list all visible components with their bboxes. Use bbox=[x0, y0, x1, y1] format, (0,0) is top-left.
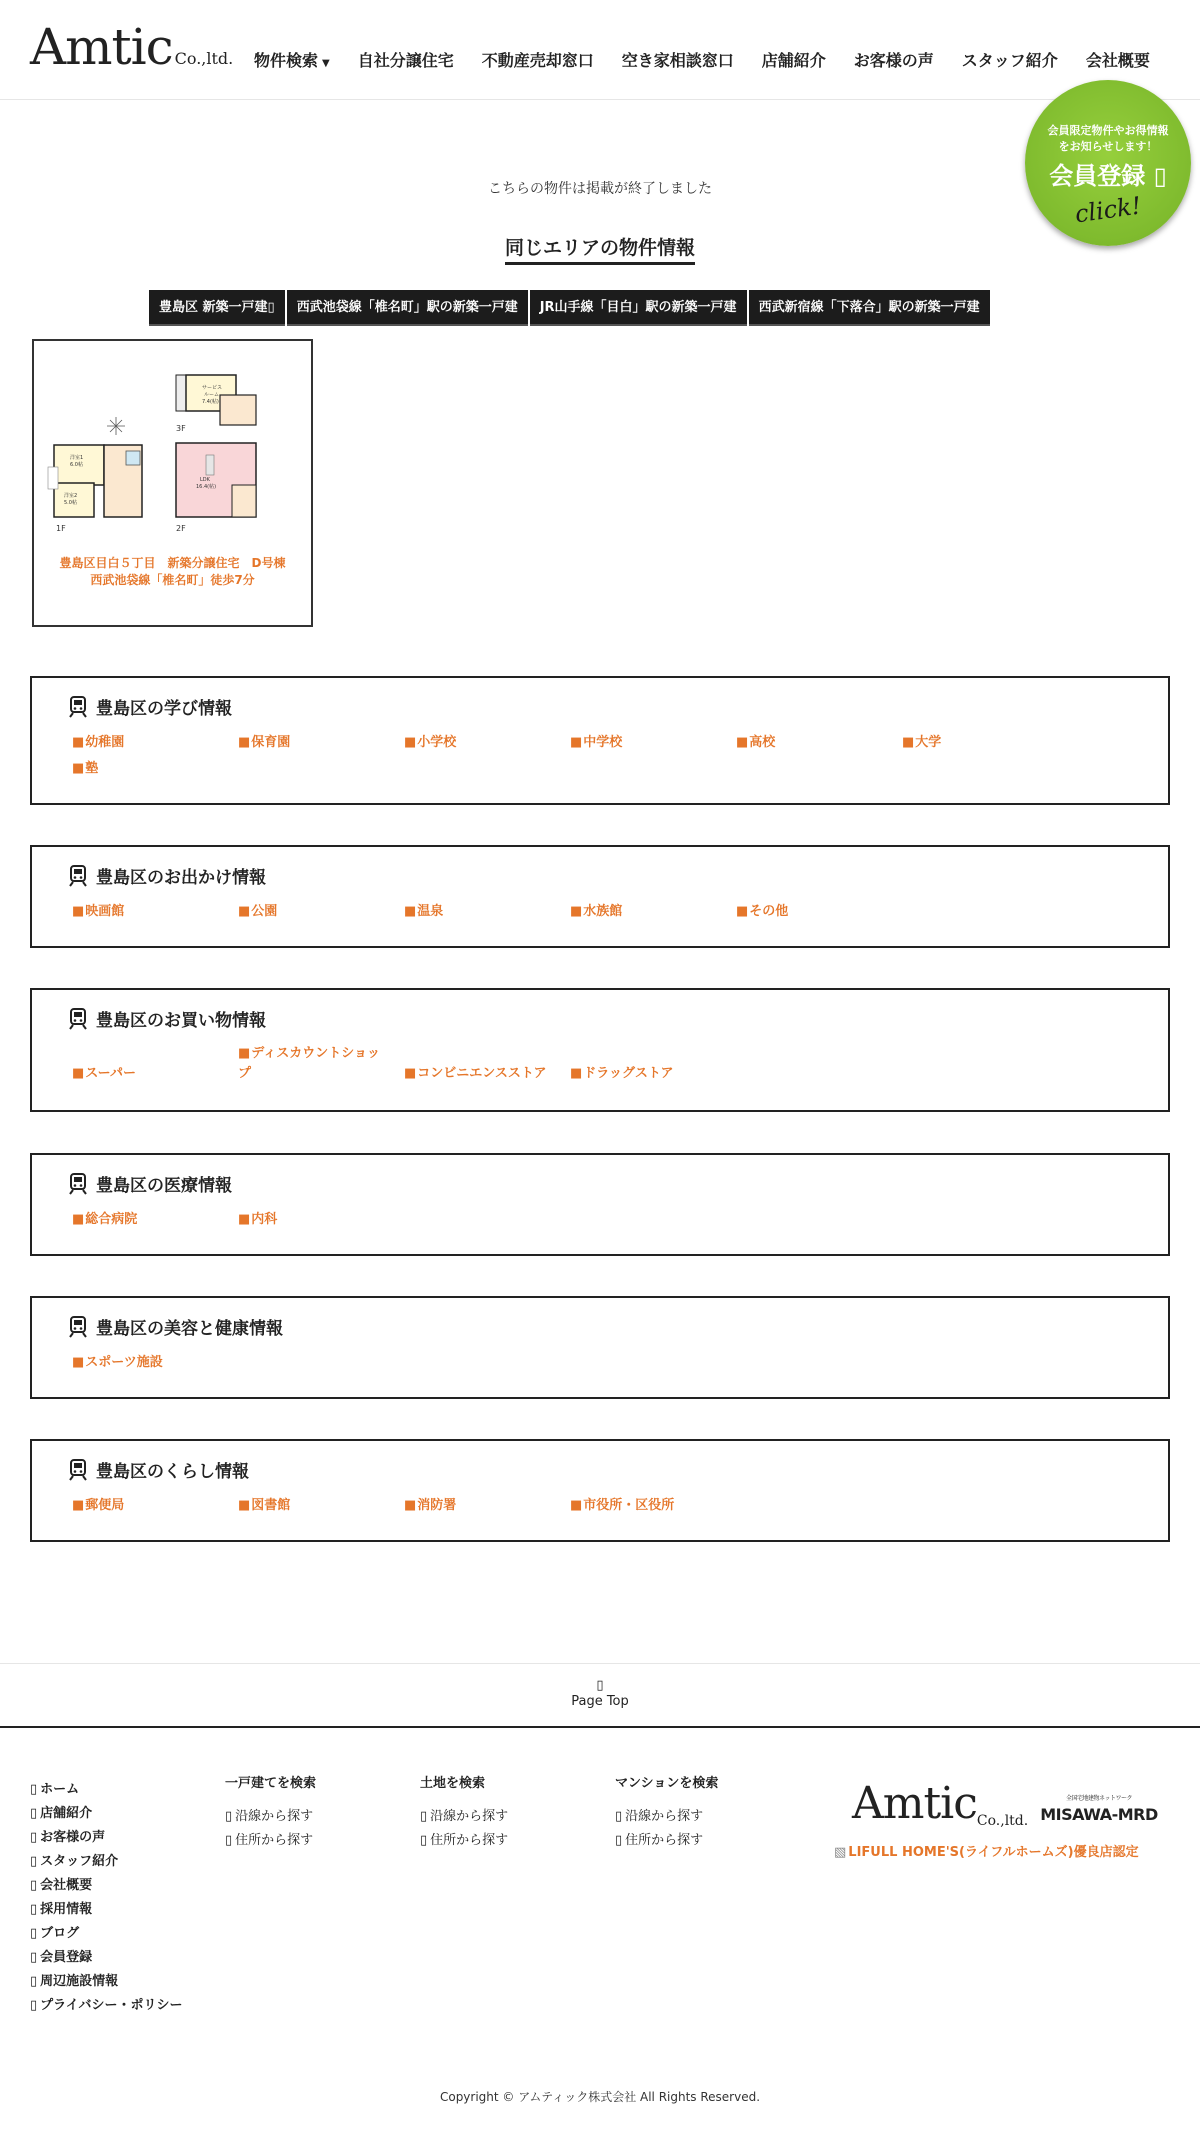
link-elementary[interactable]: ■ 小学校 bbox=[404, 730, 570, 756]
footer-link-privacy[interactable]: ▯ プライバシー・ポリシー bbox=[30, 1994, 190, 2018]
badge-main-label: 会員登録 bbox=[1049, 162, 1146, 190]
footer-heading: マンションを検索 bbox=[615, 1776, 719, 1791]
svg-text:16.4(帖): 16.4(帖) bbox=[196, 484, 217, 490]
info-title bbox=[68, 1006, 266, 1031]
footer-heading: 一戸建てを検索 bbox=[225, 1776, 317, 1791]
badge-click-text: click! bbox=[1073, 191, 1143, 229]
arrow-icon: ▯ bbox=[1153, 162, 1167, 190]
link-post-office[interactable]: ■ 郵便局 bbox=[72, 1493, 238, 1519]
footer-link-list bbox=[30, 1778, 190, 2018]
info-links bbox=[72, 1207, 1072, 1233]
svg-text:ルーム: ルーム bbox=[204, 392, 220, 398]
info-title-text: 豊島区の美容と健康情報 bbox=[96, 1319, 283, 1339]
link-general-hospital[interactable]: ■ 総合病院 bbox=[72, 1207, 238, 1233]
nav-label: 物件検索 bbox=[254, 51, 319, 70]
misawa-tagline: 全国宅地建物ネットワーク bbox=[1065, 1795, 1132, 1802]
footer-link-home[interactable]: ▯ ホーム bbox=[30, 1778, 190, 1802]
info-links bbox=[72, 730, 1072, 782]
site-logo[interactable] bbox=[30, 18, 233, 76]
arrow-up-icon: ▯ bbox=[596, 1678, 604, 1693]
footer-heading: 土地を検索 bbox=[420, 1776, 486, 1791]
link-city-office[interactable]: ■ 市役所・区役所 bbox=[570, 1493, 736, 1519]
property-card[interactable] bbox=[32, 339, 313, 627]
info-box-shopping bbox=[30, 988, 1170, 1112]
info-links bbox=[72, 1493, 1072, 1519]
train-icon bbox=[68, 1008, 88, 1030]
nav-stores[interactable]: 店舗紹介 bbox=[761, 51, 826, 70]
area-tabs bbox=[149, 290, 990, 326]
lifull-certification-link[interactable]: ▧ LIFULL HOME'S(ライフルホームズ)優良店認定 bbox=[834, 1841, 1139, 1860]
property-address: 豊島区目白５丁目 新築分譲住宅 D号棟 bbox=[59, 556, 286, 570]
train-icon bbox=[68, 865, 88, 887]
tab-toshima-new-house[interactable]: 豊島区 新築一戸建▯ bbox=[149, 290, 285, 326]
badge-text-2: をお知らせします！ bbox=[1058, 140, 1158, 153]
info-title-text: 豊島区のお出かけ情報 bbox=[96, 868, 266, 888]
site-header bbox=[0, 0, 1200, 100]
footer-sub-list bbox=[420, 1805, 508, 1853]
link-aquarium[interactable]: ■ 水族館 bbox=[570, 899, 736, 925]
footer-link-blog[interactable]: ▯ ブログ bbox=[30, 1922, 190, 1946]
info-box-beauty-health bbox=[30, 1296, 1170, 1399]
link-cram-school[interactable]: ■ 塾 bbox=[72, 756, 238, 782]
svg-text:6.0帖: 6.0帖 bbox=[70, 462, 83, 468]
train-icon bbox=[68, 696, 88, 718]
svg-text:LDK: LDK bbox=[200, 477, 210, 483]
footer-house-by-address[interactable]: ▯ 住所から探す bbox=[225, 1829, 316, 1853]
link-other[interactable]: ■ その他 bbox=[736, 899, 902, 925]
footer-mansion-by-line[interactable]: ▯ 沿線から探す bbox=[615, 1805, 718, 1829]
info-title-text: 豊島区のお買い物情報 bbox=[96, 1011, 266, 1031]
footer-logo-suffix: Co.,ltd. bbox=[976, 1813, 1029, 1829]
link-nursery[interactable]: ■ 保育園 bbox=[238, 730, 404, 756]
footer-main-links bbox=[30, 1778, 190, 2018]
badge-text-1: 会員限定物件やお得情報 bbox=[1047, 124, 1169, 137]
footer-land-by-address[interactable]: ▯ 住所から探す bbox=[420, 1829, 508, 1853]
svg-text:洋室1: 洋室1 bbox=[70, 455, 84, 461]
logo-text: Amtic bbox=[30, 18, 173, 76]
nav-real-estate-sale[interactable]: 不動産売却窓口 bbox=[481, 51, 594, 70]
logo-suffix: Co.,ltd. bbox=[174, 49, 234, 68]
link-drugstore[interactable]: ■ ドラッグストア bbox=[570, 1061, 736, 1087]
section-title-text: 同じエリアの物件情報 bbox=[505, 233, 695, 265]
tab-mejiro[interactable]: JR山手線「目白」駅の新築一戸建 bbox=[530, 290, 747, 326]
footer-link-facilities[interactable]: ▯ 周辺施設情報 bbox=[30, 1970, 190, 1994]
footer-link-stores[interactable]: ▯ 店舗紹介 bbox=[30, 1802, 190, 1826]
info-title-text: 豊島区のくらし情報 bbox=[96, 1462, 249, 1482]
link-junior-high[interactable]: ■ 中学校 bbox=[570, 730, 736, 756]
nav-customer-voice[interactable]: お客様の声 bbox=[853, 51, 934, 70]
property-station: 西武池袋線「椎名町」徒歩7分 bbox=[90, 573, 255, 587]
info-title-text: 豊島区の学び情報 bbox=[96, 699, 232, 719]
svg-text:洋室2: 洋室2 bbox=[64, 493, 78, 499]
info-title bbox=[68, 1457, 249, 1482]
footer-link-company[interactable]: ▯ 会社概要 bbox=[30, 1874, 190, 1898]
link-high-school[interactable]: ■ 高校 bbox=[736, 730, 902, 756]
footer-col-land bbox=[420, 1772, 508, 1853]
info-title bbox=[68, 694, 232, 719]
link-supermarket[interactable]: ■ スーパー bbox=[72, 1061, 238, 1087]
property-caption bbox=[34, 555, 311, 589]
svg-text:サービス: サービス bbox=[202, 385, 223, 391]
train-icon bbox=[68, 1316, 88, 1338]
link-fire-station[interactable]: ■ 消防署 bbox=[404, 1493, 570, 1519]
link-discount-shop[interactable]: ■ ディスカウントショップ bbox=[238, 1044, 388, 1087]
info-title bbox=[68, 1314, 283, 1339]
misawa-mrd-logo bbox=[1040, 1791, 1158, 1829]
link-cinema[interactable]: ■ 映画館 bbox=[72, 899, 238, 925]
info-title-text: 豊島区の医療情報 bbox=[96, 1176, 232, 1196]
info-box-outing bbox=[30, 845, 1170, 948]
link-university[interactable]: ■ 大学 bbox=[902, 730, 1068, 756]
info-box-education bbox=[30, 676, 1170, 805]
footer-mansion-by-address[interactable]: ▯ 住所から探す bbox=[615, 1829, 718, 1853]
chevron-down-icon: ▼ bbox=[322, 58, 330, 69]
info-box-medical bbox=[30, 1153, 1170, 1256]
info-title bbox=[68, 1171, 232, 1196]
link-sports-facility[interactable]: ■ スポーツ施設 bbox=[72, 1350, 238, 1376]
footer-house-by-line[interactable]: ▯ 沿線から探す bbox=[225, 1805, 316, 1829]
svg-text:2F: 2F bbox=[176, 524, 186, 533]
footer-link-register[interactable]: ▯ 会員登録 bbox=[30, 1946, 190, 1970]
footer-link-staff[interactable]: ▯ スタッフ紹介 bbox=[30, 1850, 190, 1874]
info-links bbox=[72, 1044, 1072, 1087]
info-links bbox=[72, 899, 1072, 925]
link-library[interactable]: ■ 図書館 bbox=[238, 1493, 404, 1519]
nav-property-search[interactable] bbox=[254, 48, 344, 71]
tab-shiinamachi[interactable]: 西武池袋線「椎名町」駅の新築一戸建 bbox=[287, 290, 528, 326]
link-park[interactable]: ■ 公園 bbox=[238, 899, 404, 925]
info-links bbox=[72, 1350, 1072, 1376]
page-top-label: Page Top bbox=[571, 1694, 629, 1709]
footer-col-mansion bbox=[615, 1772, 718, 1853]
link-kindergarten[interactable]: ■ 幼稚園 bbox=[72, 730, 238, 756]
floorplan-image bbox=[46, 355, 302, 535]
train-icon bbox=[68, 1459, 88, 1481]
train-icon bbox=[68, 1173, 88, 1195]
misawa-text: MISAWA-MRD bbox=[1040, 1805, 1158, 1824]
footer-col-house bbox=[225, 1772, 316, 1853]
svg-text:1F: 1F bbox=[56, 524, 66, 533]
link-internal-medicine[interactable]: ■ 内科 bbox=[238, 1207, 404, 1233]
global-nav bbox=[254, 48, 1164, 71]
link-hot-spring[interactable]: ■ 温泉 bbox=[404, 899, 570, 925]
link-convenience-store[interactable]: ■ コンビニエンスストア bbox=[404, 1061, 570, 1087]
svg-text:5.0帖: 5.0帖 bbox=[64, 500, 77, 506]
copyright: Copyright © アムティック株式会社 All Rights Reserved. bbox=[439, 2090, 761, 2104]
tab-shimoochiai[interactable]: 西武新宿線「下落合」駅の新築一戸建 bbox=[749, 290, 990, 326]
page-top-bar bbox=[0, 1663, 1200, 1728]
svg-text:7.4(帖): 7.4(帖) bbox=[202, 399, 219, 405]
footer-logo[interactable] bbox=[852, 1778, 1158, 1829]
member-register-badge[interactable] bbox=[1025, 80, 1191, 246]
footer-land-by-line[interactable]: ▯ 沿線から探す bbox=[420, 1805, 508, 1829]
svg-text:3F: 3F bbox=[176, 424, 186, 433]
footer-sub-list bbox=[225, 1805, 316, 1853]
info-box-living bbox=[30, 1439, 1170, 1542]
footer-sub-list bbox=[615, 1805, 718, 1853]
nav-staff[interactable]: スタッフ紹介 bbox=[961, 51, 1058, 70]
page-top-button[interactable] bbox=[571, 1678, 629, 1710]
nav-own-sale-homes[interactable]: 自社分譲住宅 bbox=[357, 51, 454, 70]
compass-icon bbox=[107, 417, 125, 435]
info-title bbox=[68, 863, 266, 888]
listing-ended-notice: こちらの物件は掲載が終了しました bbox=[488, 181, 712, 197]
section-title bbox=[0, 232, 1200, 265]
footer-logo-text: Amtic bbox=[852, 1778, 977, 1829]
nav-vacant-house[interactable]: 空き家相談窓口 bbox=[621, 51, 734, 70]
footer-link-recruit[interactable]: ▯ 採用情報 bbox=[30, 1898, 190, 1922]
nav-company[interactable]: 会社概要 bbox=[1085, 51, 1150, 70]
footer-link-voice[interactable]: ▯ お客様の声 bbox=[30, 1826, 190, 1850]
